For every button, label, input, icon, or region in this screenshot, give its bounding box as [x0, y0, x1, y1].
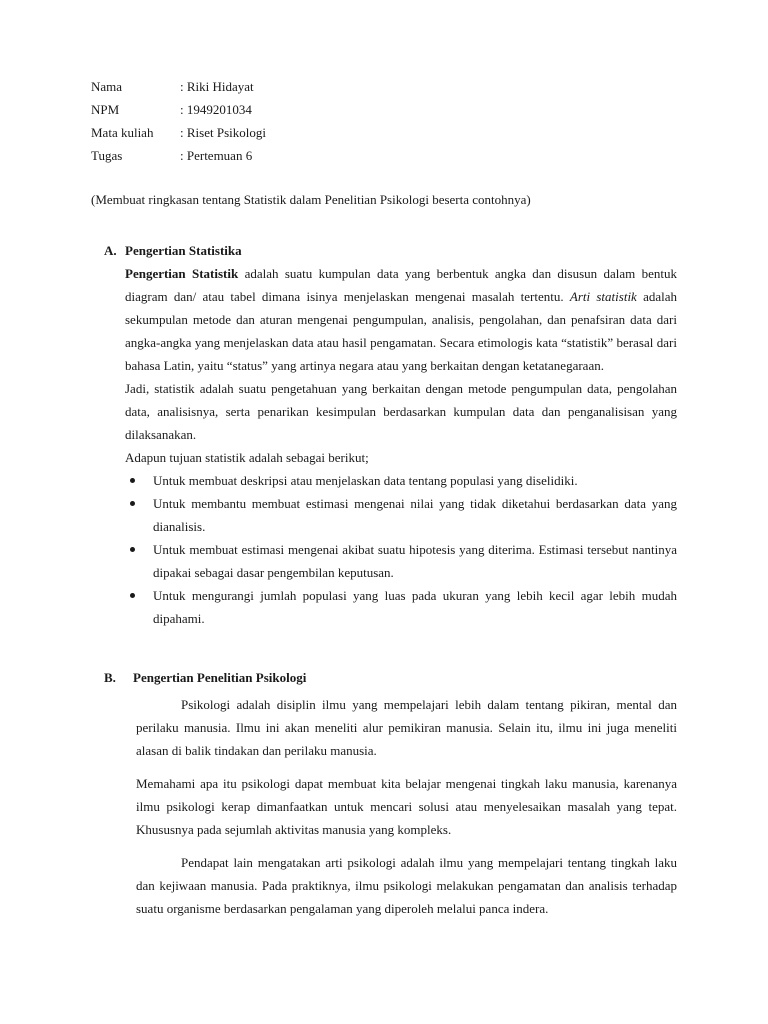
paragraph-text: adalah suatu kumpulan data yang berbentuk angka dan disusun dalam bentuk diagram dan/ atau tabel dimana isinya menjelaskan mengenai masalah tertentu.: [125, 266, 677, 304]
identity-label: Tugas: [91, 148, 123, 163]
paragraph-definition: [125, 262, 677, 377]
identity-value: : Riki Hidayat: [180, 79, 254, 94]
identity-label: Mata kuliah: [91, 125, 154, 140]
purpose-list: [125, 469, 677, 630]
list-item: [125, 584, 677, 630]
paragraph-conclusion: Jadi, statistik adalah suatu pengetahuan yang berkaitan dengan metode pengumpulan data, pengolahan data, analisisnya, serta penarikan kesimpulan berdasarkan kumpulan data dan penganalisisan yang dilaksanakan.: [125, 381, 677, 442]
section-heading: [0, 666, 306, 689]
identity-row-course: [91, 121, 266, 144]
list-item: [125, 469, 677, 492]
list-item-text: Untuk membuat estimasi mengenai akibat suatu hipotesis yang diterima. Estimasi tersebut nantinya dipakai sebagai dasar pengembilan keputusan.: [153, 542, 677, 580]
section-body: [136, 693, 677, 920]
list-item: [125, 538, 677, 584]
section-title: Pengertian Statistika: [125, 243, 242, 258]
identity-value: : Riset Psikologi: [180, 125, 266, 140]
assignment-instruction: (Membuat ringkasan tentang Statistik dalam Penelitian Psikologi beserta contohnya): [91, 192, 531, 207]
identity-block: [91, 75, 266, 167]
list-item-text: Untuk membuat deskripsi atau menjelaskan data tentang populasi yang diselidiki.: [153, 473, 578, 488]
list-item-text: Untuk mengurangi jumlah populasi yang luas pada ukuran yang lebih kecil agar lebih mudah dipahami.: [153, 588, 677, 626]
bullet-icon: [130, 501, 135, 506]
section-letter: B.: [104, 670, 116, 685]
paragraph-purpose-intro: Adapun tujuan statistik adalah sebagai berikut;: [125, 450, 369, 465]
paragraph-psychology-definition: Psikologi adalah disiplin ilmu yang mempelajari lebih dalam tentang pikiran, mental dan perilaku manusia. Ilmu ini akan meneliti alur pemikiran manusia. Selain itu, ilmu ini juga meneliti alasan di balik tindakan dan perilaku manusia.: [136, 697, 677, 758]
bullet-icon: [130, 478, 135, 483]
term-bold: Pengertian Statistik: [125, 266, 239, 281]
section-letter: A.: [104, 243, 117, 258]
bullet-icon: [130, 593, 135, 598]
identity-label: Nama: [91, 79, 123, 94]
section-body: [125, 262, 677, 630]
identity-row-task: [91, 144, 266, 167]
identity-value: : Pertemuan 6: [180, 148, 253, 163]
term-italic: Arti statistik: [569, 289, 637, 304]
section-heading: [0, 239, 242, 262]
paragraph-psychology-benefit: Memahami apa itu psikologi dapat membuat kita belajar mengenai tingkah laku manusia, karenanya ilmu psikologi kerap dimanfaatkan untuk mencari solusi atau menyelesaikan masalah yang tepat. Khususnya pada sejumlah aktivitas manusia yang kompleks.: [136, 776, 677, 837]
identity-row-name: [91, 75, 266, 98]
section-psychology-research: [0, 666, 677, 916]
identity-value: : 1949201034: [180, 102, 252, 117]
bullet-icon: [130, 547, 135, 552]
identity-row-npm: [91, 98, 266, 121]
list-item: [125, 492, 677, 538]
section-title: Pengertian Penelitian Psikologi: [133, 670, 307, 685]
identity-label: NPM: [91, 102, 120, 117]
section-statistics: [0, 239, 678, 626]
paragraph-psychology-opinion: Pendapat lain mengatakan arti psikologi adalah ilmu yang mempelajari tentang tingkah laku dan kejiwaan manusia. Pada praktiknya, ilmu psikologi melakukan pengamatan dan analisis terhadap suatu organisme berdasarkan pengalaman yang diperoleh melalui panca indera.: [136, 855, 677, 916]
paragraph-text: adalah sekumpulan metode dan aturan mengenai pengumpulan, analisis, pengolahan, dan penafsiran data dari angka-angka yang menjelaskan data atau hasil pengamatan. Secara etimologis kata “statistik” berasal dari bahasa Latin, yaitu “status” yang artinya negara atau yang berkaitan dengan ketatanegaraan.: [125, 289, 678, 373]
list-item-text: Untuk membantu membuat estimasi mengenai nilai yang tidak diketahui berdasarkan data yang dianalisis.: [153, 496, 677, 534]
